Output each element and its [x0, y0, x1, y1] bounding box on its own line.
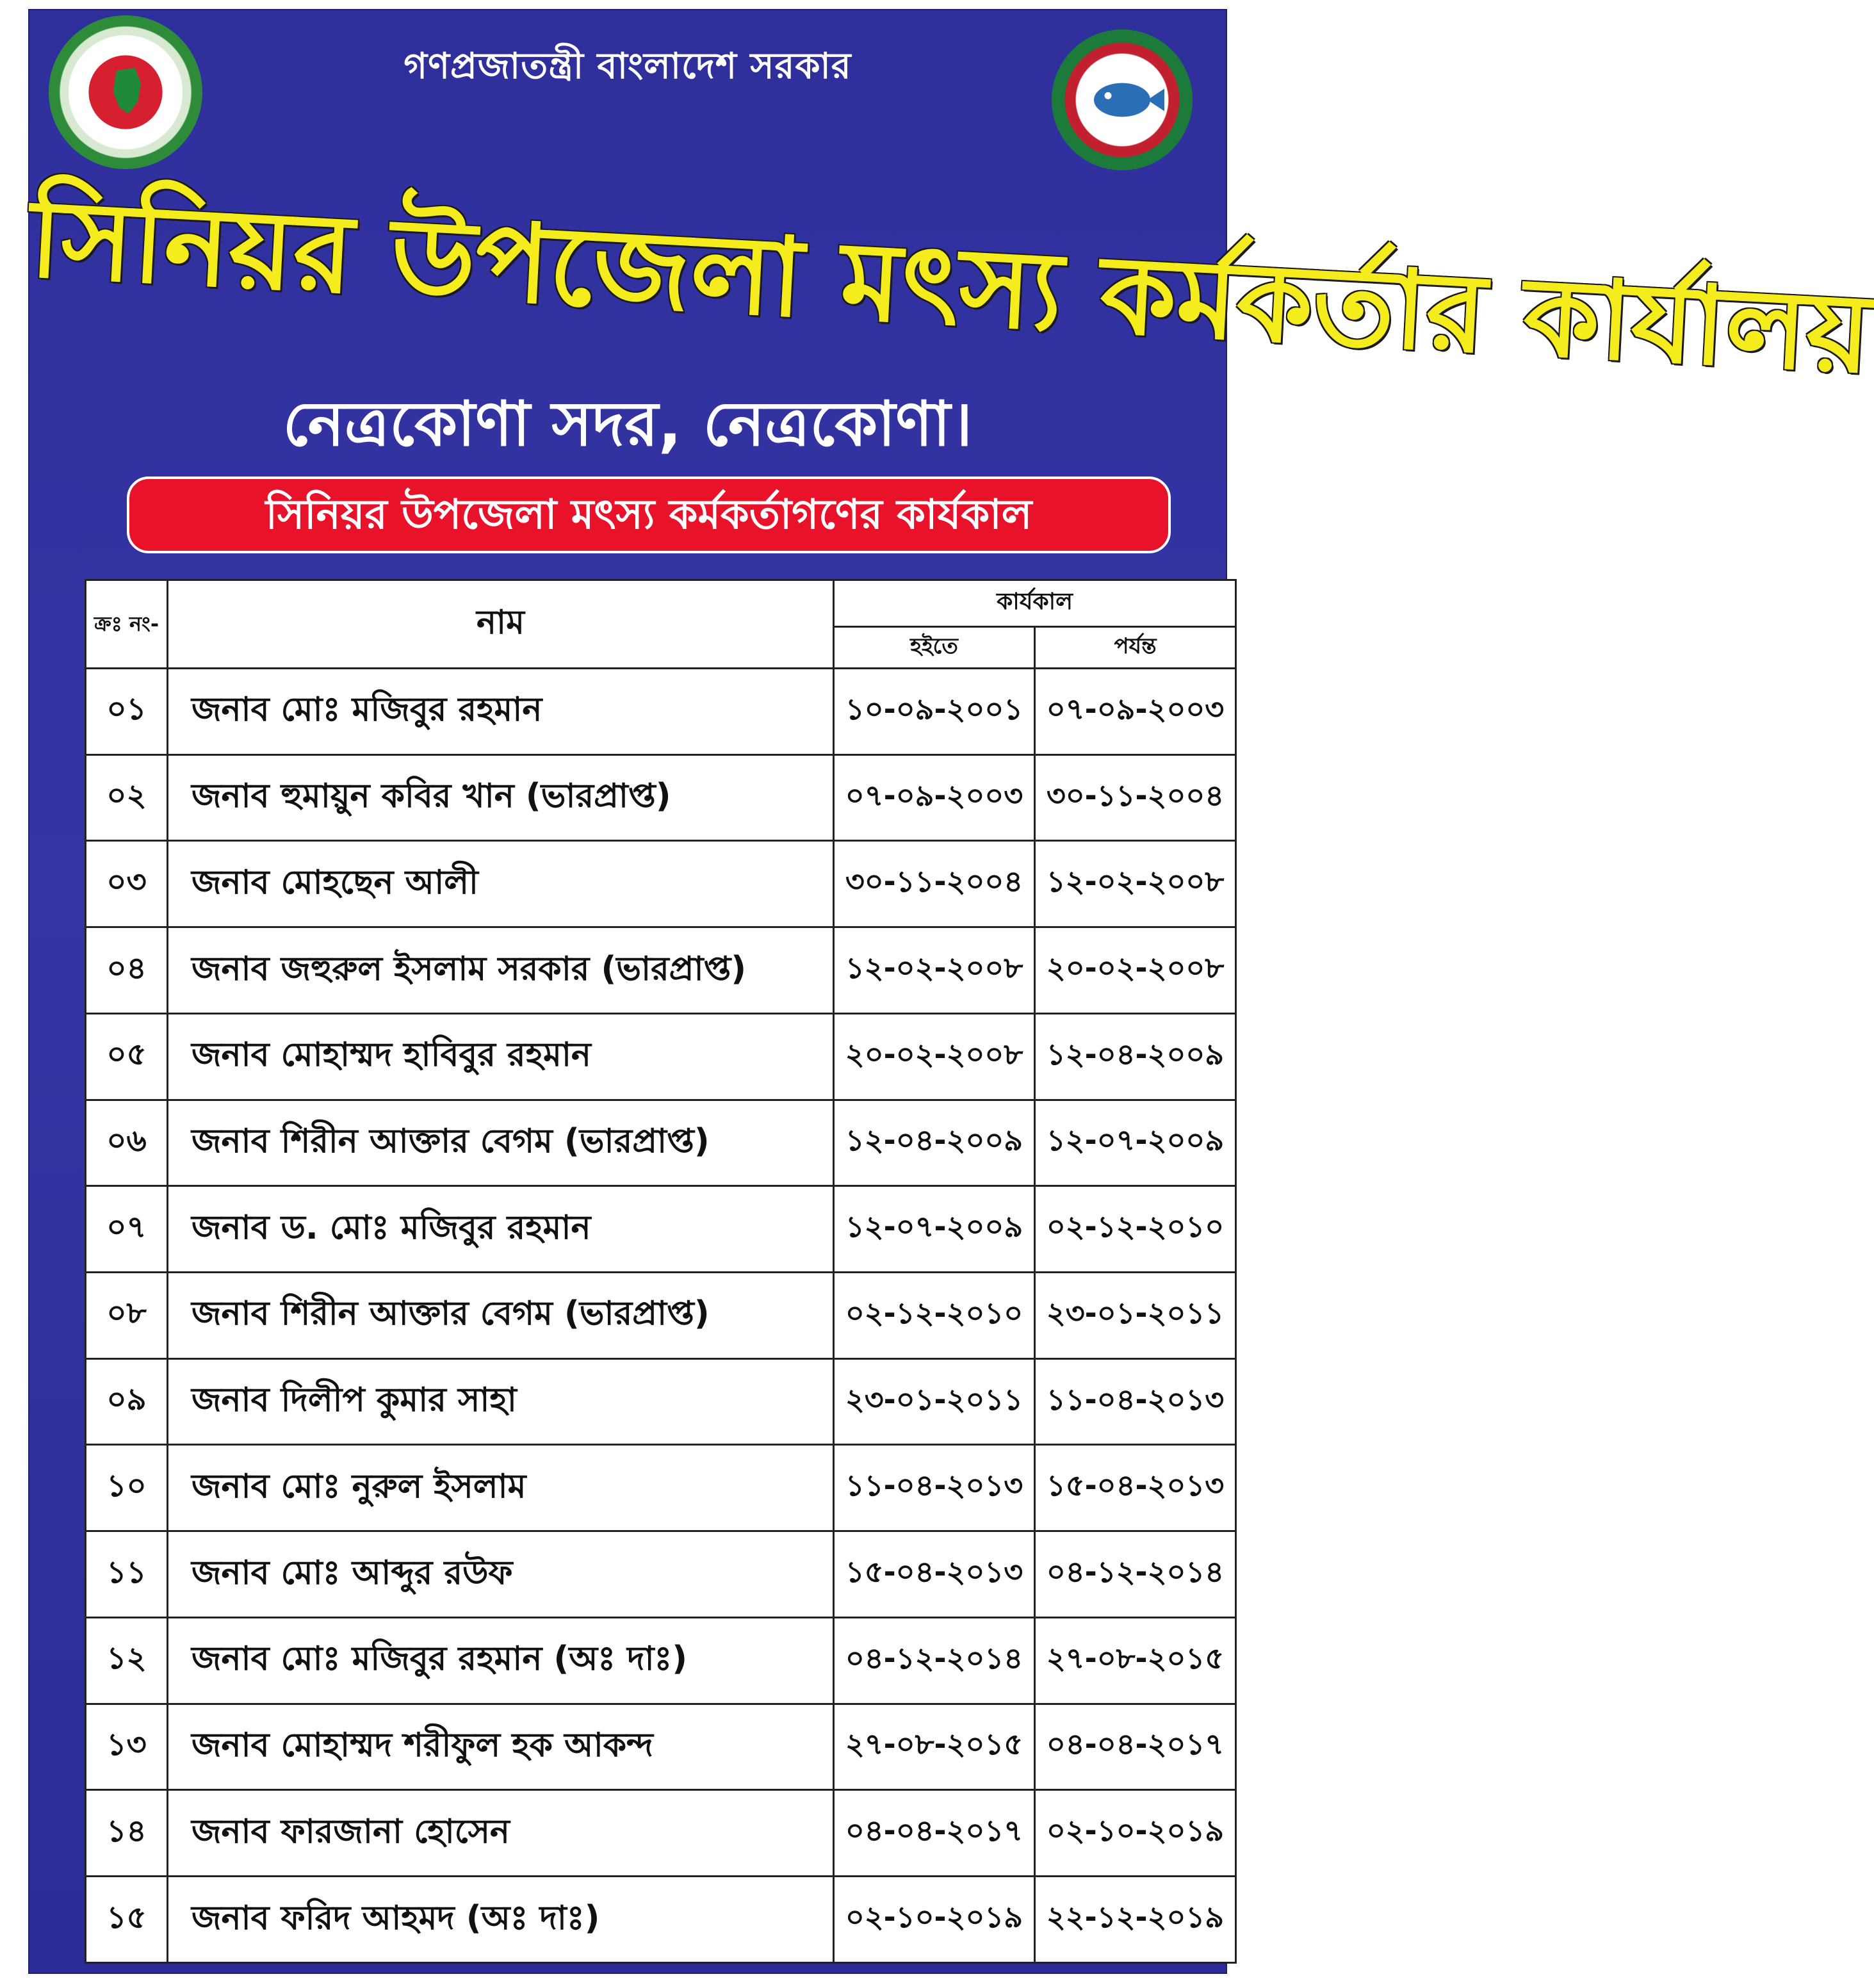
- office-location: নেত্রকোণা সদর, নেত্রকোণা।: [282, 388, 973, 460]
- to-date-cell: ২২-১২-২০১৯: [1035, 1877, 1236, 1963]
- name-cell: জনাব শিরীন আক্তার বেগম (ভারপ্রাপ্ত): [168, 1273, 834, 1359]
- table-row: [86, 841, 1236, 927]
- to-date-cell: ২৭-০৮-২০১৫: [1035, 1617, 1236, 1704]
- to-date-cell: ৩০-১১-২০০৪: [1035, 754, 1236, 841]
- table-row: [86, 1273, 1236, 1359]
- to-date-cell: ১২-০২-২০০৮: [1035, 841, 1236, 927]
- to-date-cell: ০৪-০৪-২০১৭: [1035, 1704, 1236, 1790]
- serial-cell: ০১: [86, 669, 168, 755]
- serial-header: ক্রঃ নং-: [86, 580, 168, 669]
- name-cell: জনাব মোঃ মজিবুর রহমান: [168, 669, 834, 755]
- table-row: [86, 754, 1236, 841]
- name-cell: জনাব ড. মোঃ মজিবুর রহমান: [168, 1186, 834, 1273]
- serial-cell: ১৫: [86, 1877, 168, 1963]
- to-date-cell: ২৩-০১-২০১১: [1035, 1273, 1236, 1359]
- name-cell: জনাব ফরিদ আহমদ (অঃ দাঃ): [168, 1877, 834, 1963]
- tenure-table-body: [86, 669, 1236, 1963]
- government-line: গণপ্রজাতন্ত্রী বাংলাদেশ সরকার: [403, 45, 852, 87]
- name-cell: জনাব জহুরুল ইসলাম সরকার (ভারপ্রাপ্ত): [168, 927, 834, 1014]
- serial-cell: ০৫: [86, 1013, 168, 1100]
- table-row: [86, 1100, 1236, 1186]
- from-date-cell: ১২-০২-২০০৮: [834, 927, 1035, 1014]
- to-date-cell: ১১-০৪-২০১৩: [1035, 1358, 1236, 1445]
- serial-cell: ১৪: [86, 1790, 168, 1877]
- from-date-cell: ৩০-১১-২০০৪: [834, 841, 1035, 927]
- from-date-cell: ২০-০২-২০০৮: [834, 1013, 1035, 1100]
- to-date-cell: ১২-০৭-২০০৯: [1035, 1100, 1236, 1186]
- from-date-cell: ১০-০৯-২০০১: [834, 669, 1035, 755]
- table-row: [86, 669, 1236, 755]
- name-header: নাম: [168, 580, 834, 669]
- from-date-cell: ০৪-১২-২০১৪: [834, 1617, 1035, 1704]
- from-date-cell: ১২-০৭-২০০৯: [834, 1186, 1035, 1273]
- serial-cell: ০৯: [86, 1358, 168, 1445]
- table-row: [86, 927, 1236, 1014]
- from-date-cell: ২৩-০১-২০১১: [834, 1358, 1035, 1445]
- serial-cell: ০৪: [86, 927, 168, 1014]
- table-row: [86, 1445, 1236, 1531]
- tenure-table: [85, 579, 1237, 1964]
- serial-cell: ০৭: [86, 1186, 168, 1273]
- table-row: [86, 1013, 1236, 1100]
- name-cell: জনাব মোঃ মজিবুর রহমান (অঃ দাঃ): [168, 1617, 834, 1704]
- fisheries-department-logo: [1052, 29, 1193, 170]
- to-date-cell: ২০-০২-২০০৮: [1035, 927, 1236, 1014]
- table-row: [86, 1531, 1236, 1618]
- from-date-cell: ০৭-০৯-২০০৩: [834, 754, 1035, 841]
- serial-cell: ১১: [86, 1531, 168, 1618]
- name-cell: জনাব মোহাম্মদ হাবিবুর রহমান: [168, 1013, 834, 1100]
- from-date-cell: ০২-১২-২০১০: [834, 1273, 1035, 1359]
- serial-cell: ০৩: [86, 841, 168, 927]
- name-cell: জনাব মোঃ নুরুল ইসলাম: [168, 1445, 834, 1531]
- table-row: [86, 1704, 1236, 1790]
- serial-cell: ১২: [86, 1617, 168, 1704]
- table-row: [86, 1877, 1236, 1963]
- office-title: সিনিয়র উপজেলা মৎস্য কর্মকর্তার কার্যালয়: [27, 175, 1874, 398]
- tenure-banner: সিনিয়র উপজেলা মৎস্য কর্মকর্তাগণের কার্যকাল: [127, 477, 1171, 553]
- serial-cell: ১৩: [86, 1704, 168, 1790]
- to-date-cell: ১৫-০৪-২০১৩: [1035, 1445, 1236, 1531]
- to-date-cell: ১২-০৪-২০০৯: [1035, 1013, 1236, 1100]
- name-cell: জনাব ফারজানা হোসেন: [168, 1790, 834, 1877]
- to-date-cell: ০২-১২-২০১০: [1035, 1186, 1236, 1273]
- table-row: [86, 1358, 1236, 1445]
- from-date-cell: ১২-০৪-২০০৯: [834, 1100, 1035, 1186]
- fish-emblem-icon: [1052, 29, 1193, 170]
- name-cell: জনাব মোহছেন আলী: [168, 841, 834, 927]
- from-date-cell: ০৪-০৪-২০১৭: [834, 1790, 1035, 1877]
- table-row: [86, 1790, 1236, 1877]
- from-header: হইতে: [834, 627, 1035, 669]
- to-header: পর্যন্ত: [1035, 627, 1236, 669]
- from-date-cell: ১৫-০৪-২০১৩: [834, 1531, 1035, 1618]
- to-date-cell: ০৪-১২-২০১৪: [1035, 1531, 1236, 1618]
- serial-cell: ০৬: [86, 1100, 168, 1186]
- serial-cell: ০২: [86, 754, 168, 841]
- name-cell: জনাব দিলীপ কুমার সাহা: [168, 1358, 834, 1445]
- tenure-header: কার্যকাল: [834, 580, 1236, 627]
- serial-cell: ০৮: [86, 1273, 168, 1359]
- serial-cell: ১০: [86, 1445, 168, 1531]
- from-date-cell: ০২-১০-২০১৯: [834, 1877, 1035, 1963]
- to-date-cell: ০২-১০-২০১৯: [1035, 1790, 1236, 1877]
- name-cell: জনাব মোহাম্মদ শরীফুল হক আকন্দ: [168, 1704, 834, 1790]
- name-cell: জনাব হুমায়ুন কবির খান (ভারপ্রাপ্ত): [168, 754, 834, 841]
- to-date-cell: ০৭-০৯-২০০৩: [1035, 669, 1236, 755]
- from-date-cell: ১১-০৪-২০১৩: [834, 1445, 1035, 1531]
- tenure-table-container: [85, 579, 1235, 1964]
- table-row: [86, 1186, 1236, 1273]
- table-row: [86, 1617, 1236, 1704]
- name-cell: জনাব শিরীন আক্তার বেগম (ভারপ্রাপ্ত): [168, 1100, 834, 1186]
- from-date-cell: ২৭-০৮-২০১৫: [834, 1704, 1035, 1790]
- notice-board: [27, 9, 1874, 1974]
- name-cell: জনাব মোঃ আব্দুর রউফ: [168, 1531, 834, 1618]
